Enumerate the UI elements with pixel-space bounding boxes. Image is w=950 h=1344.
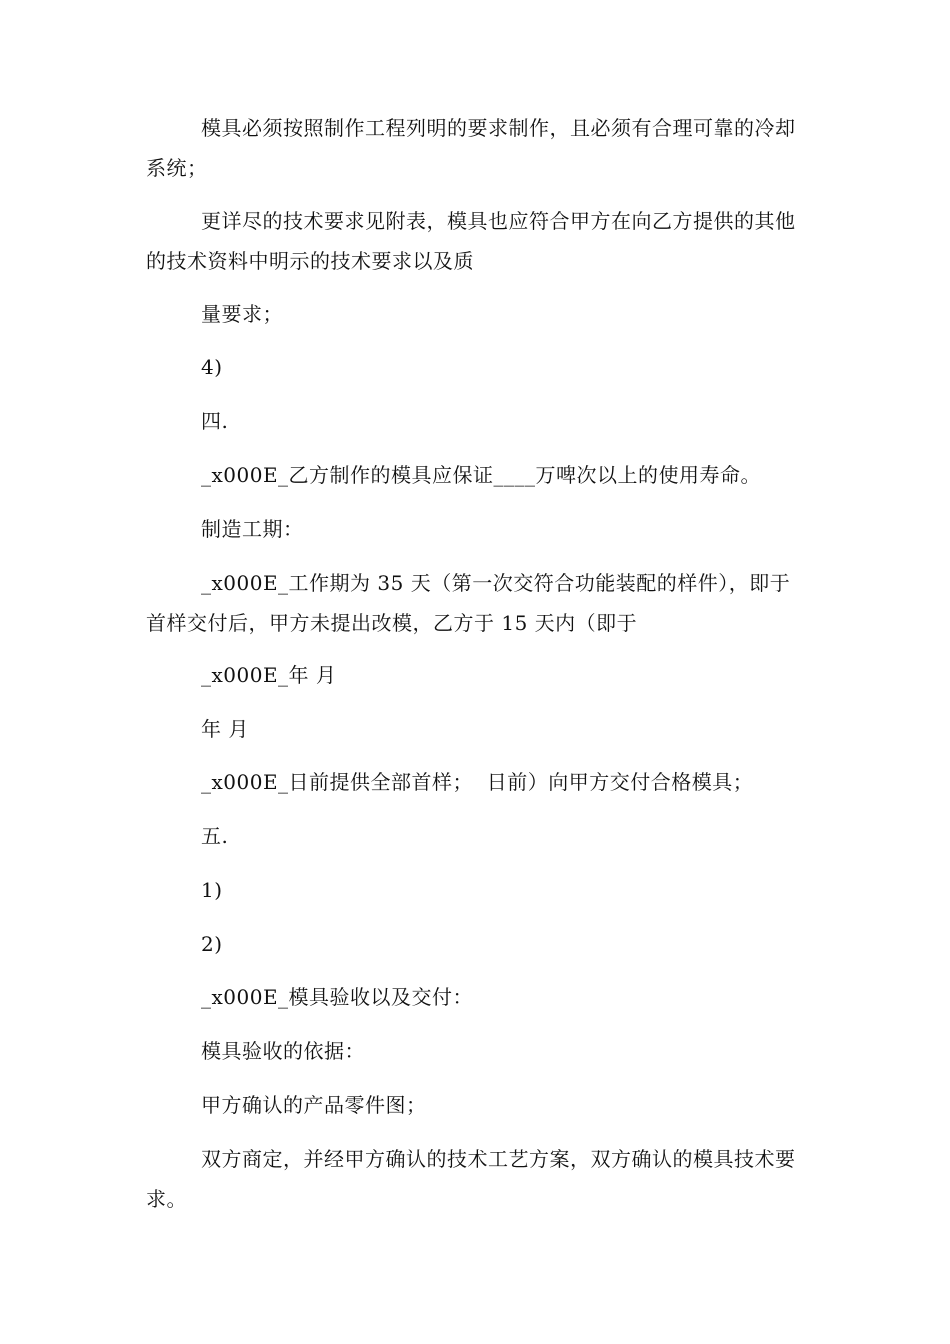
section-heading-four: 四.: [201, 409, 229, 433]
paragraph-acceptance-basis: 模具验收的依据：: [201, 1039, 365, 1063]
section-heading-five: 五.: [201, 824, 229, 848]
paragraph-part-drawing: 甲方确认的产品零件图；: [201, 1093, 427, 1117]
paragraph-cooling-requirement: 模具必须按照制作工程列明的要求制作，且必须有合理可靠的冷却系统；: [146, 116, 796, 180]
paragraph-item-4: 4): [201, 355, 223, 379]
paragraph-quality-requirements: 量要求；: [201, 302, 283, 326]
paragraph-date-line-2: 年 月: [201, 717, 249, 741]
paragraph-acceptance-heading: _x000E_模具验收以及交付：: [201, 985, 474, 1009]
paragraph-date-line-1: _x000E_年 月: [201, 663, 337, 687]
paragraph-technical-requirements: 更详尽的技术要求见附表，模具也应符合甲方在向乙方提供的其他的技术资料中明示的技术要求以及质: [146, 209, 796, 273]
paragraph-manufacturing-period-heading: 制造工期：: [201, 517, 304, 541]
paragraph-delivery-deadline: _x000E_日前提供全部首样； 日前）向甲方交付合格模具；: [201, 770, 754, 794]
paragraph-item-2: 2): [201, 932, 223, 956]
paragraph-item-1: 1): [201, 878, 223, 902]
paragraph-mold-lifetime: _x000E_乙方制作的模具应保证____万啤次以上的使用寿命。: [201, 463, 762, 487]
paragraph-technical-plan: 双方商定，并经甲方确认的技术工艺方案，双方确认的模具技术要求。: [146, 1147, 796, 1211]
paragraph-work-period: _x000E_工作期为 35 天（第一次交符合功能装配的样件），即于 首样交付后，甲方未提出改模，乙方于 15 天内（即于: [146, 571, 798, 635]
